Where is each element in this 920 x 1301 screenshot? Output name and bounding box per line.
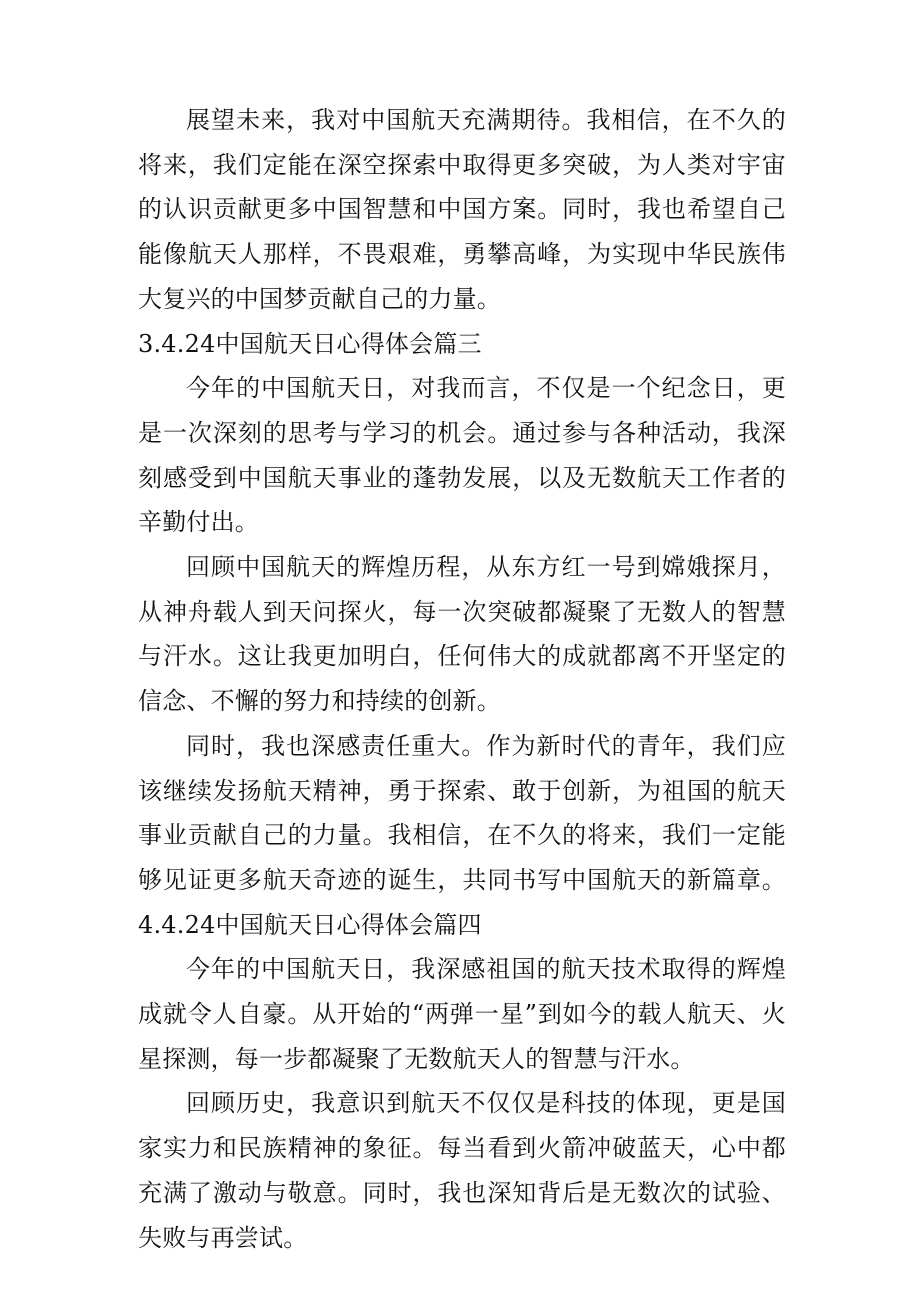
paragraph-outlook: 展望未来，我对中国航天充满期待。我相信，在不久的将来，我们定能在深空探索中取得更多突破，为人类对宇宙的认识贡献更多中国智慧和中国方案。同时，我也希望自己能像航天人那样，不畏艰难，勇攀高峰，为实现中华民族伟大复兴的中国梦贡献自己的力量。 (138, 106, 786, 313)
document-page (138, 98, 786, 1260)
section-heading-part-three: 3.4.24中国航天日心得体会篇三 (138, 329, 482, 358)
paragraph-responsibility: 同时，我也深感责任重大。作为新时代的青年，我们应该继续发扬航天精神，勇于探索、敢于创新，为祖国的航天事业贡献自己的力量。我相信，在不久的将来，我们一定能够见证更多航天奇迹的诞生，共同书写中国航天的新篇章。4.4.24中国航天日心得体会篇四 (138, 731, 786, 939)
paragraph-history-review: 回顾中国航天的辉煌历程，从东方红一号到嫦娥探月，从神舟载人到天问探火，每一次突破都凝聚了无数人的智慧与汗水。这让我更加明白，任何伟大的成就都离不开坚定的信念、不懈的努力和持续的创新。 (138, 553, 786, 716)
paragraph-national-strength: 回顾历史，我意识到航天不仅仅是科技的体现，更是国家实力和民族精神的象征。每当看到火箭冲破蓝天，心中都充满了激动与敬意。同时，我也深知背后是无数次的试验、失败与再尝试。 (138, 1089, 786, 1252)
paragraph-pride: 今年的中国航天日，我深感祖国的航天技术取得的辉煌成就令人自豪。从开始的“两弹一星”到如今的载人航天、火星探测，每一步都凝聚了无数航天人的智慧与汗水。 (138, 955, 786, 1073)
paragraph-space-day-reflection: 今年的中国航天日，对我而言，不仅是一个纪念日，更是一次深刻的思考与学习的机会。通过参与各种活动，我深刻感受到中国航天事业的蓬勃发展，以及无数航天工作者的辛勤付出。 (138, 374, 786, 537)
